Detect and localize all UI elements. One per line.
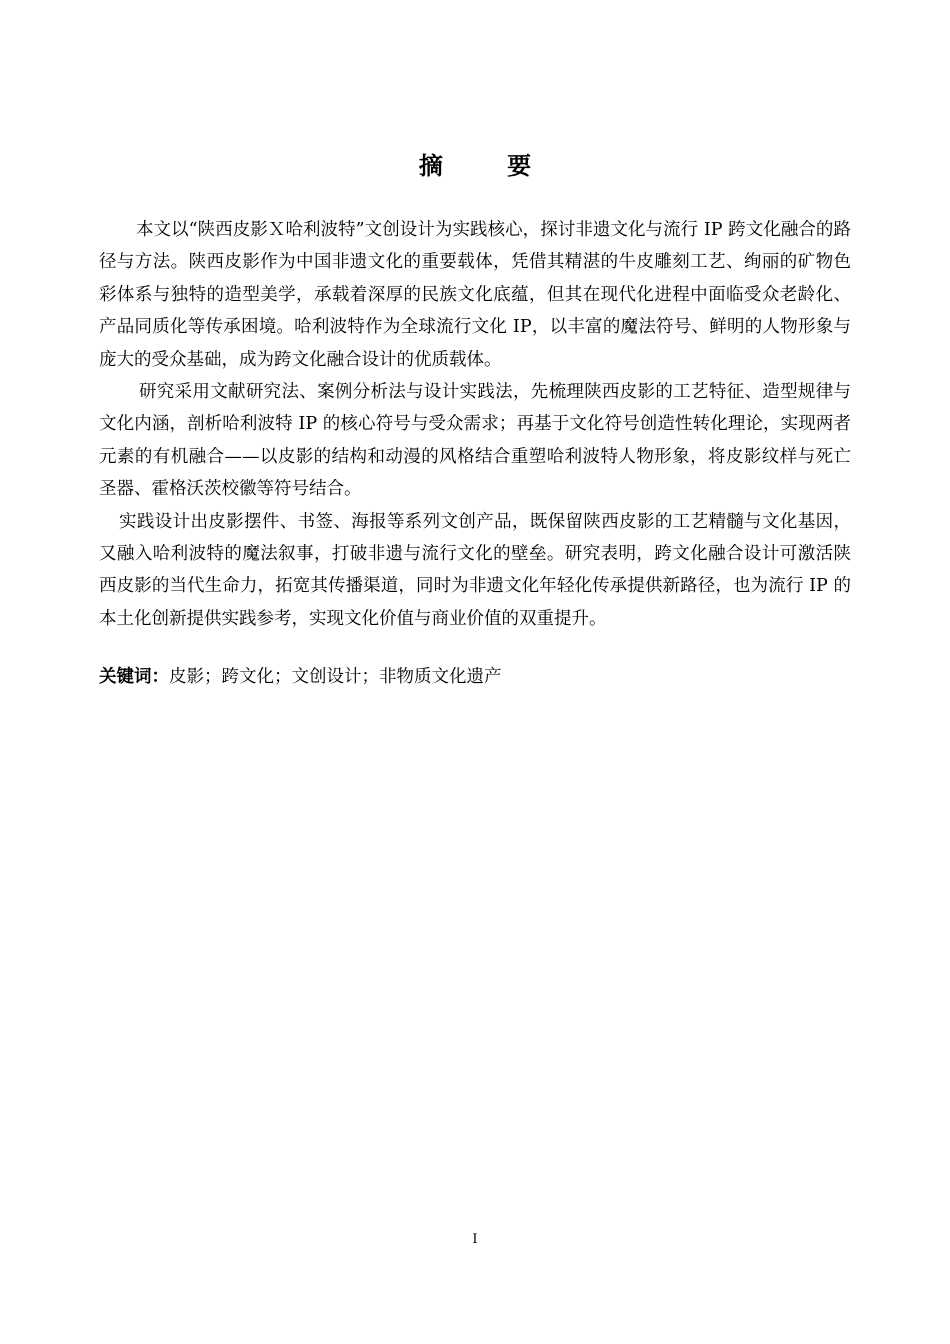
abstract-paragraph-1: 本文以“陕西皮影Ｘ哈利波特”文创设计为实践核心，探讨非遗文化与流行 IP 跨文化融合的路径与方法。陕西皮影作为中国非遗文化的重要载体，凭借其精湛的牛皮雕刻工艺、绚丽的矿物色彩体系与独特的造型美学，承载着深厚的民族文化底蕴，但其在现代化进程中面临受众老龄化、产品同质化等传承困境。哈利波特作为全球流行文化 IP，以丰富的魔法符号、鲜明的人物形象与庞大的受众基础，成为跨文化融合设计的优质载体。 bbox=[99, 220, 851, 370]
abstract-body bbox=[99, 214, 851, 635]
page-number: I bbox=[472, 1232, 478, 1247]
keywords-text: 皮影；跨文化；文创设计；非物质文化遗产 bbox=[169, 667, 502, 687]
keywords-line bbox=[99, 661, 851, 693]
abstract-title: 摘 要 bbox=[418, 152, 560, 180]
abstract-paragraph-2: 研究采用文献研究法、案例分析法与设计实践法，先梳理陕西皮影的工艺特征、造型规律与文化内涵，剖析哈利波特 IP 的核心符号与受众需求；再基于文化符号创造性转化理论，实现两者元素的有机融合——以皮影的结构和动漫的风格结合重塑哈利波特人物形象，将皮影纹样与死亡圣器、霍格沃茨校徽等符号结合。 bbox=[99, 382, 851, 500]
abstract-paragraph-3: 实践设计出皮影摆件、书签、海报等系列文创产品，既保留陕西皮影的工艺精髓与文化基因，又融入哈利波特的魔法叙事，打破非遗与流行文化的壁垒。研究表明，跨文化融合设计可激活陕西皮影的当代生命力，拓宽其传播渠道，同时为非遗文化年轻化传承提供新路径，也为流行 IP 的本土化创新提供实践参考，实现文化价值与商业价值的双重提升。 bbox=[99, 511, 851, 629]
keywords-label: 关键词： bbox=[99, 667, 169, 687]
